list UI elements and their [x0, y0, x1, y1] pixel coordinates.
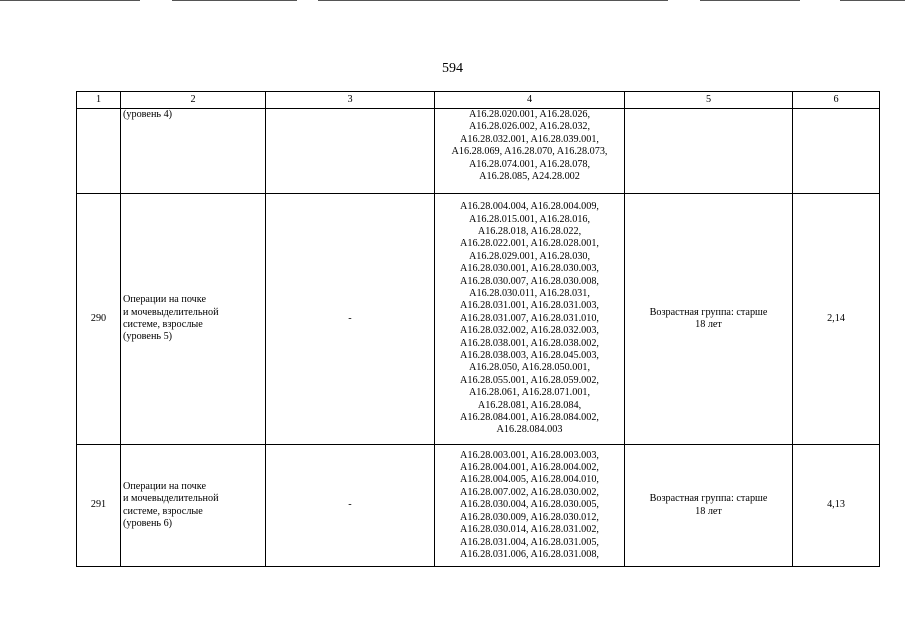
service-code-line: A16.28.081, A16.28.084, [477, 399, 582, 411]
service-code-line: A16.28.018, A16.28.022, [477, 225, 582, 237]
group-name-cell [121, 194, 266, 445]
column-header: 3 [266, 92, 435, 109]
table-row [77, 445, 880, 567]
group-name-cell [121, 109, 266, 194]
group-name-line: и мочевыделительной [123, 306, 219, 318]
service-code-line: A16.28.030.004, A16.28.030.005, [460, 499, 599, 511]
service-code-line: A16.28.004.001, A16.28.004.002, [460, 462, 599, 474]
code-cell: - [266, 445, 435, 567]
group-name-line: Операции на почке [123, 294, 206, 306]
service-code-line: A16.28.085, A24.28.002 [479, 171, 580, 183]
service-code-line: A16.28.030.009, A16.28.030.012, [460, 511, 599, 523]
coefficient-cell: 4,13 [793, 445, 880, 567]
row-number-cell [77, 109, 121, 194]
column-header: 6 [793, 92, 880, 109]
group-name-line: (уровень 5) [123, 331, 173, 343]
column-header: 1 [77, 92, 121, 109]
top-scan-rule [700, 0, 800, 1]
top-scan-rule [172, 0, 297, 1]
criterion-line: 18 лет [695, 319, 722, 330]
service-code-line: A16.28.007.002, A16.28.030.002, [460, 486, 599, 498]
service-code-line: A16.28.030.007, A16.28.030.008, [460, 275, 599, 287]
top-scan-rule [840, 0, 905, 1]
table-header-row [77, 92, 880, 109]
service-code-line: A16.28.026.002, A16.28.032, [468, 121, 591, 133]
top-scan-rule [318, 0, 668, 1]
group-name-cell [121, 445, 266, 567]
group-name-line: (уровень 4) [123, 109, 173, 120]
table-row [77, 194, 880, 445]
coefficient-cell [793, 109, 880, 194]
criterion-cell [625, 109, 793, 194]
criterion-cell [625, 194, 793, 445]
group-name-line: системе, взрослые [123, 319, 203, 330]
service-codes-cell [435, 194, 625, 445]
service-code-line: A16.28.084.003 [496, 424, 563, 436]
service-code-line: A16.28.004.004, A16.28.004.009, [460, 201, 599, 213]
service-code-line: A16.28.030.011, A16.28.031, [469, 287, 590, 299]
service-code-line: A16.28.031.007, A16.28.031.010, [460, 312, 599, 324]
criterion-cell [625, 445, 793, 567]
service-code-line: A16.28.015.001, A16.28.016, [468, 213, 591, 225]
criterion-line: 18 лет [695, 505, 722, 517]
service-codes-cell [435, 109, 625, 194]
group-name-line: Операции на почке [123, 480, 206, 492]
service-code-line: A16.28.038.003, A16.28.045.003, [460, 350, 599, 362]
group-name-line: системе, взрослые [123, 505, 203, 517]
column-header: 4 [435, 92, 625, 109]
criterion-line: Возрастная группа: старше [649, 306, 768, 318]
service-codes-cell [435, 445, 625, 567]
service-code-line: A16.28.029.001, A16.28.030, [468, 250, 591, 262]
service-code-line: A16.28.003.001, A16.28.003.003, [460, 449, 599, 461]
service-code-line: A16.28.055.001, A16.28.059.002, [460, 374, 599, 386]
service-code-line: A16.28.031.001, A16.28.031.003, [460, 300, 599, 312]
table-row [77, 109, 880, 194]
service-code-line: A16.28.050, A16.28.050.001, [468, 362, 591, 374]
criterion-line: Возрастная группа: старше [649, 493, 768, 505]
service-code-line: A16.28.022.001, A16.28.028.001, [460, 238, 599, 250]
group-name-line: (уровень 6) [123, 517, 173, 529]
service-code-line: A16.28.030.014, A16.28.031.002, [460, 524, 599, 536]
service-code-line: A16.28.004.005, A16.28.004.010, [460, 474, 599, 486]
service-code-line: A16.28.061, A16.28.071.001, [468, 387, 591, 399]
service-code-line: A16.28.032.001, A16.28.039.001, [460, 133, 599, 145]
code-cell [266, 109, 435, 194]
service-code-line: A16.28.020.001, A16.28.026, [468, 109, 591, 120]
code-cell: - [266, 194, 435, 445]
column-header: 5 [625, 92, 793, 109]
service-code-line: A16.28.084.001, A16.28.084.002, [460, 412, 599, 424]
coefficient-cell: 2,14 [793, 194, 880, 445]
group-name-line: и мочевыделительной [123, 493, 219, 505]
service-code-line: A16.28.038.001, A16.28.038.002, [460, 337, 599, 349]
service-code-line: A16.28.032.002, A16.28.032.003, [460, 325, 599, 337]
service-code-line: A16.28.030.001, A16.28.030.003, [460, 263, 599, 275]
row-number-cell: 291 [77, 445, 121, 567]
tariff-table [76, 91, 880, 567]
service-code-line: A16.28.069, A16.28.070, A16.28.073, [451, 146, 608, 158]
column-header: 2 [121, 92, 266, 109]
service-code-line: A16.28.031.006, A16.28.031.008, [460, 548, 599, 560]
service-code-line: A16.28.031.004, A16.28.031.005, [460, 536, 599, 548]
top-scan-rule [0, 0, 140, 1]
page-number: 594 [442, 61, 463, 76]
service-code-line: A16.28.074.001, A16.28.078, [468, 158, 591, 170]
row-number-cell: 290 [77, 194, 121, 445]
